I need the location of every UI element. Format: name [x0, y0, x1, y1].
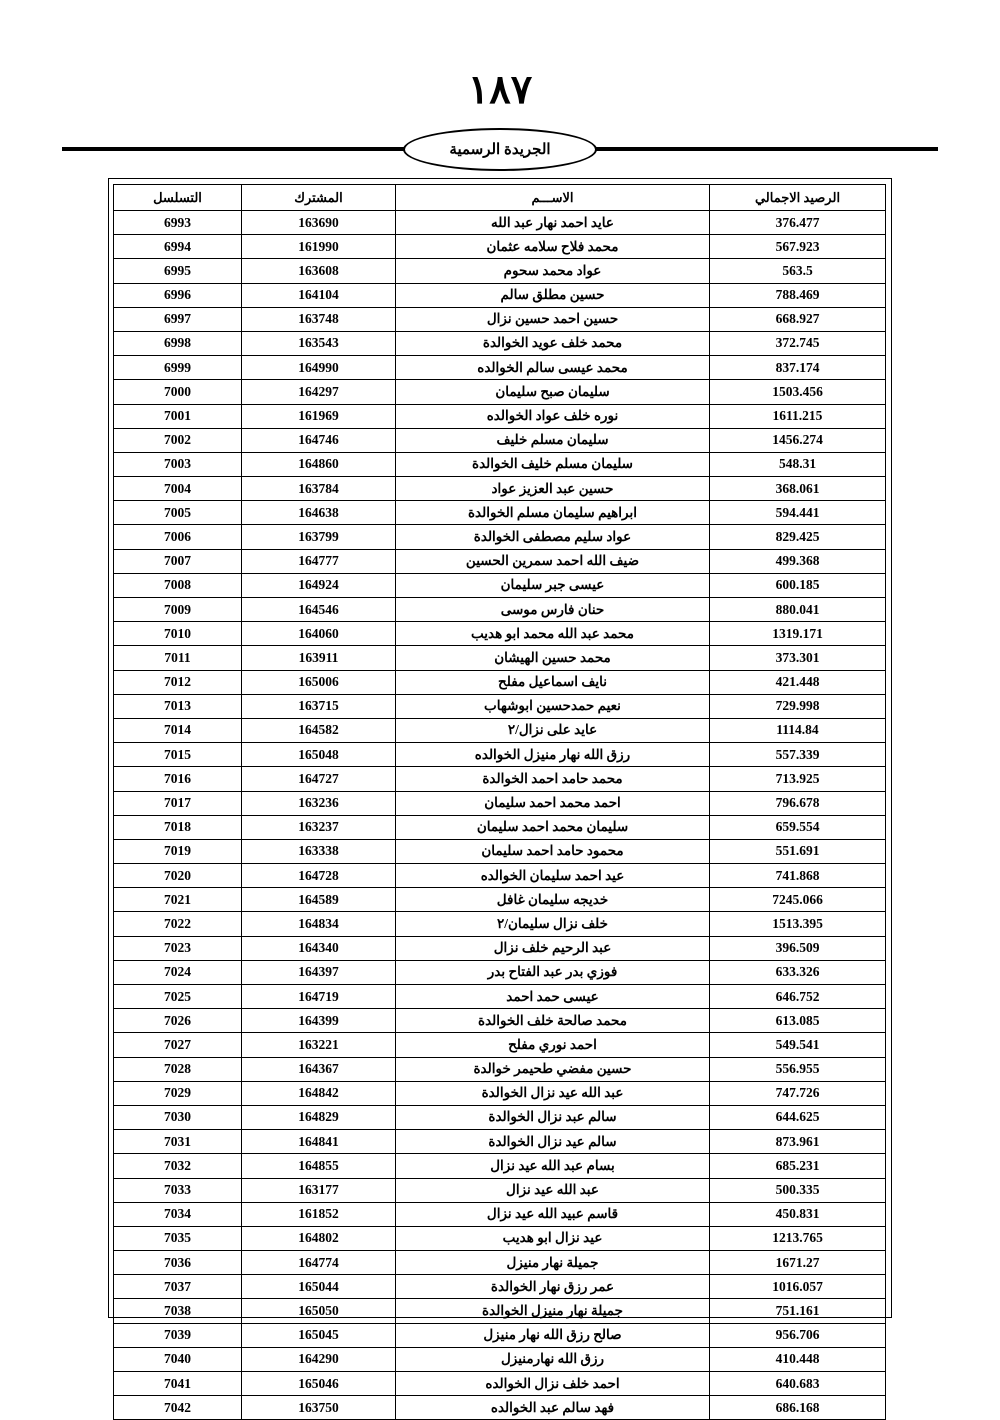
cell-total: 668.927: [710, 307, 886, 331]
table-row: [114, 331, 886, 355]
ledger-table: [113, 184, 886, 1420]
cell-sequence: 6998: [114, 331, 242, 355]
cell-subscriber: 165046: [242, 1372, 396, 1396]
table-row: [114, 1057, 886, 1081]
cell-name: احمد نوري مفلح: [396, 1033, 710, 1057]
cell-sequence: 7008: [114, 573, 242, 597]
cell-total: 421.448: [710, 670, 886, 694]
cell-subscriber: 161852: [242, 1202, 396, 1226]
ledger-table-container: [114, 184, 886, 1420]
cell-total: 549.541: [710, 1033, 886, 1057]
cell-sequence: 7027: [114, 1033, 242, 1057]
cell-total: 788.469: [710, 283, 886, 307]
cell-subscriber: 164638: [242, 501, 396, 525]
cell-total: 396.509: [710, 936, 886, 960]
cell-name: سليمان محمد احمد سليمان: [396, 815, 710, 839]
table-row: [114, 1226, 886, 1250]
cell-sequence: 7006: [114, 525, 242, 549]
cell-subscriber: 165044: [242, 1275, 396, 1299]
table-row: [114, 622, 886, 646]
table-row: [114, 307, 886, 331]
cell-subscriber: 163236: [242, 791, 396, 815]
cell-name: محمود حامد احمد سليمان: [396, 839, 710, 863]
table-row: [114, 1009, 886, 1033]
cell-total: 410.448: [710, 1347, 886, 1371]
cell-name: محمد حسين الهيشان: [396, 646, 710, 670]
cell-name: نوره خلف عواد الخوالده: [396, 404, 710, 428]
cell-subscriber: 164834: [242, 912, 396, 936]
table-row: [114, 549, 886, 573]
table-row: [114, 1396, 886, 1420]
column-header-total: الرصيد الاجمالي: [710, 185, 886, 211]
cell-name: بسام عبد الله عيد نزال: [396, 1154, 710, 1178]
table-row: [114, 598, 886, 622]
cell-subscriber: 163221: [242, 1033, 396, 1057]
cell-sequence: 7041: [114, 1372, 242, 1396]
cell-name: عيد نزال ابو هديب: [396, 1226, 710, 1250]
cell-name: محمد فلاح سلامه عثمان: [396, 235, 710, 259]
cell-total: 729.998: [710, 694, 886, 718]
cell-name: محمد حامد احمد الخوالدة: [396, 767, 710, 791]
table-row: [114, 501, 886, 525]
table-row: [114, 404, 886, 428]
cell-sequence: 6997: [114, 307, 242, 331]
table-row: [114, 211, 886, 235]
cell-name: حسين احمد حسين نزال: [396, 307, 710, 331]
cell-sequence: 7005: [114, 501, 242, 525]
cell-sequence: 7013: [114, 694, 242, 718]
cell-subscriber: 164728: [242, 864, 396, 888]
cell-name: نايف اسماعيل مفلح: [396, 670, 710, 694]
cell-name: سليمان صبح سليمان: [396, 380, 710, 404]
cell-sequence: 7034: [114, 1202, 242, 1226]
cell-total: 1456.274: [710, 428, 886, 452]
cell-name: محمد صالحة خلف الخوالدة: [396, 1009, 710, 1033]
cell-subscriber: 164829: [242, 1105, 396, 1129]
cell-sequence: 7026: [114, 1009, 242, 1033]
cell-subscriber: 164582: [242, 718, 396, 742]
cell-total: 747.726: [710, 1081, 886, 1105]
cell-subscriber: 164746: [242, 428, 396, 452]
cell-total: 686.168: [710, 1396, 886, 1420]
cell-sequence: 6999: [114, 356, 242, 380]
table-row: [114, 985, 886, 1009]
cell-sequence: 7009: [114, 598, 242, 622]
cell-total: 1319.171: [710, 622, 886, 646]
cell-total: 1016.057: [710, 1275, 886, 1299]
table-row: [114, 670, 886, 694]
cell-subscriber: 163237: [242, 815, 396, 839]
table-row: [114, 525, 886, 549]
cell-total: 450.831: [710, 1202, 886, 1226]
cell-total: 741.868: [710, 864, 886, 888]
cell-name: فوزي بدر عبد الفتاح بدر: [396, 960, 710, 984]
cell-sequence: 7000: [114, 380, 242, 404]
cell-subscriber: 163338: [242, 839, 396, 863]
table-row: [114, 960, 886, 984]
cell-total: 373.301: [710, 646, 886, 670]
cell-sequence: 7035: [114, 1226, 242, 1250]
cell-name: جميلة نهار منيزل الخوالدة: [396, 1299, 710, 1323]
cell-name: حنان فارس موسى: [396, 598, 710, 622]
cell-subscriber: 164990: [242, 356, 396, 380]
table-row: [114, 1130, 886, 1154]
cell-total: 594.441: [710, 501, 886, 525]
cell-subscriber: 164719: [242, 985, 396, 1009]
table-row: [114, 259, 886, 283]
cell-sequence: 7012: [114, 670, 242, 694]
cell-subscriber: 163690: [242, 211, 396, 235]
cell-subscriber: 163748: [242, 307, 396, 331]
table-row: [114, 1347, 886, 1371]
cell-sequence: 7021: [114, 888, 242, 912]
table-row: [114, 1202, 886, 1226]
cell-sequence: 7029: [114, 1081, 242, 1105]
cell-sequence: 7039: [114, 1323, 242, 1347]
column-header-sequence: التسلسل: [114, 185, 242, 211]
cell-sequence: 7017: [114, 791, 242, 815]
cell-name: عايد على نزال/٢: [396, 718, 710, 742]
cell-name: احمد محمد احمد سليمان: [396, 791, 710, 815]
cell-sequence: 7031: [114, 1130, 242, 1154]
cell-name: ابراهيم سليمان مسلم الخوالدة: [396, 501, 710, 525]
cell-sequence: 7030: [114, 1105, 242, 1129]
cell-name: عيد احمد سليمان الخوالده: [396, 864, 710, 888]
cell-total: 796.678: [710, 791, 886, 815]
cell-sequence: 7015: [114, 743, 242, 767]
cell-total: 551.691: [710, 839, 886, 863]
cell-subscriber: 163608: [242, 259, 396, 283]
cell-total: 1513.395: [710, 912, 886, 936]
cell-subscriber: 164104: [242, 283, 396, 307]
cell-sequence: 7038: [114, 1299, 242, 1323]
cell-subscriber: 165050: [242, 1299, 396, 1323]
cell-sequence: 7003: [114, 452, 242, 476]
cell-subscriber: 161969: [242, 404, 396, 428]
table-row: [114, 767, 886, 791]
cell-sequence: 7011: [114, 646, 242, 670]
cell-total: 500.335: [710, 1178, 886, 1202]
cell-subscriber: 164842: [242, 1081, 396, 1105]
cell-name: خلف نزال سليمان/٢: [396, 912, 710, 936]
table-row: [114, 718, 886, 742]
cell-subscriber: 164777: [242, 549, 396, 573]
table-row: [114, 1299, 886, 1323]
cell-name: عواد محمد سحوم: [396, 259, 710, 283]
cell-name: فهد سالم عبد الخوالده: [396, 1396, 710, 1420]
cell-subscriber: 163784: [242, 477, 396, 501]
cell-name: نعيم حمدحسين ابوشهاب: [396, 694, 710, 718]
table-row: [114, 356, 886, 380]
table-row: [114, 888, 886, 912]
cell-sequence: 7028: [114, 1057, 242, 1081]
cell-total: 556.955: [710, 1057, 886, 1081]
cell-name: رزق الله نهارمنيزل: [396, 1347, 710, 1371]
cell-sequence: 7019: [114, 839, 242, 863]
cell-name: خديجه سليمان غافل: [396, 888, 710, 912]
cell-sequence: 7036: [114, 1251, 242, 1275]
cell-subscriber: 163750: [242, 1396, 396, 1420]
cell-subscriber: 164546: [242, 598, 396, 622]
cell-sequence: 7032: [114, 1154, 242, 1178]
table-row: [114, 791, 886, 815]
cell-subscriber: 164802: [242, 1226, 396, 1250]
table-row: [114, 1154, 886, 1178]
cell-subscriber: 164924: [242, 573, 396, 597]
cell-subscriber: 163543: [242, 331, 396, 355]
cell-total: 646.752: [710, 985, 886, 1009]
column-header-subscriber: المشترك: [242, 185, 396, 211]
page-header: [0, 128, 1000, 168]
cell-total: 837.174: [710, 356, 886, 380]
cell-total: 1213.765: [710, 1226, 886, 1250]
table-row: [114, 573, 886, 597]
cell-total: 372.745: [710, 331, 886, 355]
cell-sequence: 7020: [114, 864, 242, 888]
table-row: [114, 694, 886, 718]
cell-name: عيسى جبر سليمان: [396, 573, 710, 597]
cell-total: 1503.456: [710, 380, 886, 404]
table-row: [114, 815, 886, 839]
cell-name: عبد الله عيد نزال: [396, 1178, 710, 1202]
cell-total: 829.425: [710, 525, 886, 549]
cell-sequence: 7014: [114, 718, 242, 742]
cell-sequence: 7018: [114, 815, 242, 839]
cell-sequence: 7022: [114, 912, 242, 936]
table-row: [114, 1105, 886, 1129]
table-row: [114, 477, 886, 501]
table-row: [114, 912, 886, 936]
cell-total: 685.231: [710, 1154, 886, 1178]
column-header-name: الاســـم: [396, 185, 710, 211]
cell-name: عيسى حمد احمد: [396, 985, 710, 1009]
cell-total: 499.368: [710, 549, 886, 573]
table-row: [114, 428, 886, 452]
cell-subscriber: 164399: [242, 1009, 396, 1033]
table-row: [114, 1275, 886, 1299]
cell-total: 880.041: [710, 598, 886, 622]
cell-total: 640.683: [710, 1372, 886, 1396]
cell-sequence: 7016: [114, 767, 242, 791]
cell-total: 613.085: [710, 1009, 886, 1033]
cell-name: عبد الرحيم خلف نزال: [396, 936, 710, 960]
table-row: [114, 646, 886, 670]
table-row: [114, 1178, 886, 1202]
cell-total: 548.31: [710, 452, 886, 476]
cell-name: حسين مفضي طحيمر خوالدة: [396, 1057, 710, 1081]
cell-subscriber: 164340: [242, 936, 396, 960]
cell-subscriber: 165006: [242, 670, 396, 694]
cell-total: 1114.84: [710, 718, 886, 742]
cell-name: عمر رزق نهار الخوالدة: [396, 1275, 710, 1299]
cell-subscriber: 165048: [242, 743, 396, 767]
cell-total: 557.339: [710, 743, 886, 767]
cell-name: جميلة نهار منيزل: [396, 1251, 710, 1275]
cell-name: سالم عيد نزال الخوالدة: [396, 1130, 710, 1154]
cell-name: صالح رزق الله نهار منيزل: [396, 1323, 710, 1347]
cell-subscriber: 164290: [242, 1347, 396, 1371]
cell-sequence: 7004: [114, 477, 242, 501]
cell-total: 659.554: [710, 815, 886, 839]
cell-sequence: 7040: [114, 1347, 242, 1371]
cell-name: سالم عبد نزال الخوالدة: [396, 1105, 710, 1129]
cell-name: عبد الله عيد نزال الخوالدة: [396, 1081, 710, 1105]
table-row: [114, 1251, 886, 1275]
cell-name: رزق الله نهار منيزل الخوالده: [396, 743, 710, 767]
cell-total: 368.061: [710, 477, 886, 501]
cell-total: 563.5: [710, 259, 886, 283]
cell-total: 873.961: [710, 1130, 886, 1154]
cell-name: محمد عيسى سالم الخوالده: [396, 356, 710, 380]
cell-total: 751.161: [710, 1299, 886, 1323]
cell-name: حسين مطلق سالم: [396, 283, 710, 307]
cell-name: احمد خلف نزال الخوالده: [396, 1372, 710, 1396]
table-row: [114, 743, 886, 767]
cell-total: 7245.066: [710, 888, 886, 912]
cell-sequence: 6996: [114, 283, 242, 307]
cell-total: 1611.215: [710, 404, 886, 428]
cell-subscriber: 164727: [242, 767, 396, 791]
page-number: ١٨٧: [467, 67, 533, 112]
cell-sequence: 7010: [114, 622, 242, 646]
table-row: [114, 452, 886, 476]
cell-subscriber: 164060: [242, 622, 396, 646]
cell-sequence: 7024: [114, 960, 242, 984]
cell-subscriber: 163715: [242, 694, 396, 718]
cell-name: محمد خلف عويد الخوالدة: [396, 331, 710, 355]
table-row: [114, 864, 886, 888]
cell-sequence: 7025: [114, 985, 242, 1009]
table-row: [114, 1081, 886, 1105]
cell-sequence: 7042: [114, 1396, 242, 1420]
cell-name: عايد احمد نهار عبد الله: [396, 211, 710, 235]
cell-subscriber: 164841: [242, 1130, 396, 1154]
cell-name: حسين عبد العزيز عواد: [396, 477, 710, 501]
table-row: [114, 1323, 886, 1347]
cell-sequence: 7033: [114, 1178, 242, 1202]
cell-name: سليمان مسلم خليف: [396, 428, 710, 452]
cell-name: ضيف الله احمد سمرين الحسين: [396, 549, 710, 573]
table-row: [114, 1372, 886, 1396]
cell-total: 713.925: [710, 767, 886, 791]
cell-sequence: 6994: [114, 235, 242, 259]
cell-sequence: 7002: [114, 428, 242, 452]
cell-subscriber: 164589: [242, 888, 396, 912]
cell-sequence: 7037: [114, 1275, 242, 1299]
cell-total: 376.477: [710, 211, 886, 235]
cell-subscriber: 164860: [242, 452, 396, 476]
table-row: [114, 235, 886, 259]
cell-total: 644.625: [710, 1105, 886, 1129]
table-header-row: [114, 185, 886, 211]
table-row: [114, 380, 886, 404]
cell-name: قاسم عبيد الله عيد نزال: [396, 1202, 710, 1226]
cell-sequence: 7023: [114, 936, 242, 960]
cell-subscriber: 164367: [242, 1057, 396, 1081]
cell-total: 1671.27: [710, 1251, 886, 1275]
cell-subscriber: 163911: [242, 646, 396, 670]
table-row: [114, 283, 886, 307]
table-row: [114, 839, 886, 863]
table-row: [114, 1033, 886, 1057]
cell-total: 600.185: [710, 573, 886, 597]
table-row: [114, 936, 886, 960]
cell-subscriber: 161990: [242, 235, 396, 259]
cell-subscriber: 163177: [242, 1178, 396, 1202]
cell-subscriber: 164855: [242, 1154, 396, 1178]
cell-sequence: 6995: [114, 259, 242, 283]
cell-sequence: 7001: [114, 404, 242, 428]
cell-sequence: 6993: [114, 211, 242, 235]
cell-subscriber: 164774: [242, 1251, 396, 1275]
gazette-badge: الجريدة الرسمية: [403, 128, 597, 171]
cell-subscriber: 164397: [242, 960, 396, 984]
cell-total: 956.706: [710, 1323, 886, 1347]
cell-subscriber: 164297: [242, 380, 396, 404]
cell-subscriber: 165045: [242, 1323, 396, 1347]
cell-name: محمد عبد الله محمد ابو هديب: [396, 622, 710, 646]
cell-sequence: 7007: [114, 549, 242, 573]
cell-subscriber: 163799: [242, 525, 396, 549]
cell-total: 633.326: [710, 960, 886, 984]
cell-total: 567.923: [710, 235, 886, 259]
cell-name: عواد سليم مصطفى الخوالدة: [396, 525, 710, 549]
cell-name: سليمان مسلم خليف الخوالدة: [396, 452, 710, 476]
